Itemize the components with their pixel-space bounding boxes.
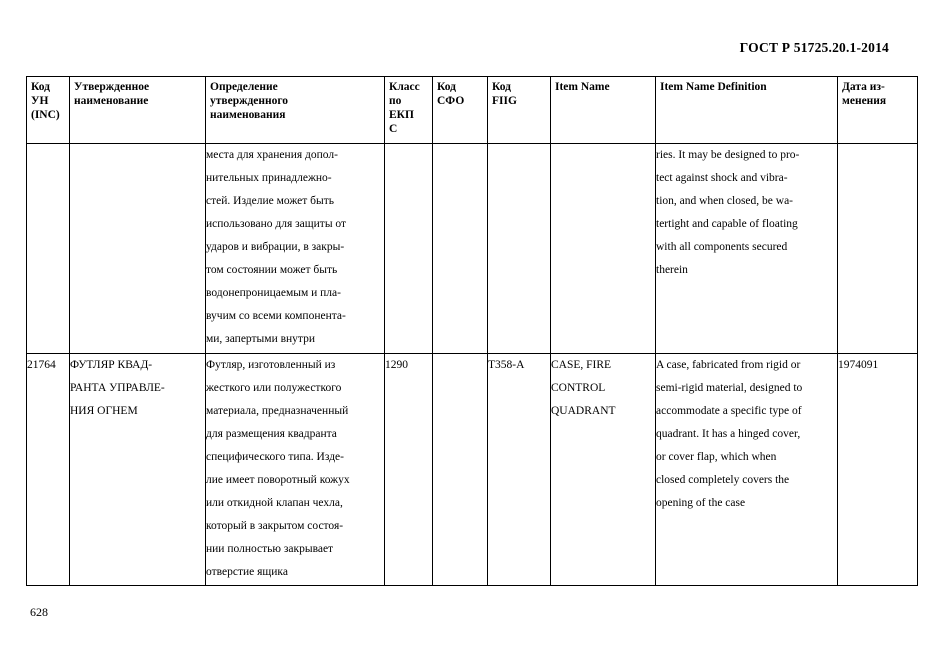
cell-approved-name bbox=[70, 144, 206, 354]
cell-change-date: 1974091 bbox=[838, 354, 918, 586]
col-header-definition: Определение утвержденного наименования bbox=[206, 77, 385, 144]
col-header-inc-code: Код УН (INC) bbox=[27, 77, 70, 144]
cell-approved-name: ФУТЛЯР КВАД- РАНТА УПРАВЛЕ- НИЯ ОГНЕМ bbox=[70, 354, 206, 586]
cell-ekps-class bbox=[385, 144, 433, 354]
cell-sfo-code bbox=[433, 144, 488, 354]
cell-inc-code bbox=[27, 144, 70, 354]
cell-fiig-code bbox=[488, 144, 551, 354]
cell-ekps-class: 1290 bbox=[385, 354, 433, 586]
table-row-continued bbox=[27, 144, 918, 354]
cell-change-date bbox=[838, 144, 918, 354]
col-header-fiig-code: Код FIIG bbox=[488, 77, 551, 144]
col-header-change-date: Дата из- менения bbox=[838, 77, 918, 144]
cell-item-name-definition: ries. It may be designed to pro- tect against shock and vibra- tion, and when closed, be wa- tertight and capable of floating with all components secured therein bbox=[656, 144, 838, 354]
col-header-item-name: Item Name bbox=[551, 77, 656, 144]
cell-definition: места для хранения допол- нительных принадлежно- стей. Изделие может быть использовано для защиты от ударов и вибрации, в закры- том состоянии может быть водонепроницаемым и пла- вучим со всеми компонента- ми, запертыми внутри bbox=[206, 144, 385, 354]
header-row bbox=[27, 77, 918, 144]
col-header-approved-name: Утвержденное наименование bbox=[70, 77, 206, 144]
catalog-table bbox=[26, 76, 918, 586]
cell-sfo-code bbox=[433, 354, 488, 586]
document-header: ГОСТ Р 51725.20.1-2014 bbox=[739, 40, 889, 55]
cell-item-name-definition: A case, fabricated from rigid or semi-rigid material, designed to accommodate a specific type of quadrant. It has a hinged cover, or cover flap, which when closed completely covers the opening of the case bbox=[656, 354, 838, 586]
table-row bbox=[27, 354, 918, 586]
col-header-ekps-class: Класс по ЕКП С bbox=[385, 77, 433, 144]
cell-fiig-code: T358-A bbox=[488, 354, 551, 586]
col-header-item-name-definition: Item Name Definition bbox=[656, 77, 838, 144]
col-header-sfo-code: Код СФО bbox=[433, 77, 488, 144]
cell-definition: Футляр, изготовленный из жесткого или полужесткого материала, предназначенный для размещения квадранта специфического типа. Изде- лие имеет поворотный кожух или откидной клапан чехла, который в закрытом состоя- нии полностью закрывает отверстие ящика bbox=[206, 354, 385, 586]
cell-item-name: CASE, FIRE CONTROL QUADRANT bbox=[551, 354, 656, 586]
page-number: 628 bbox=[30, 605, 48, 619]
cell-inc-code: 21764 bbox=[27, 354, 70, 586]
cell-item-name bbox=[551, 144, 656, 354]
